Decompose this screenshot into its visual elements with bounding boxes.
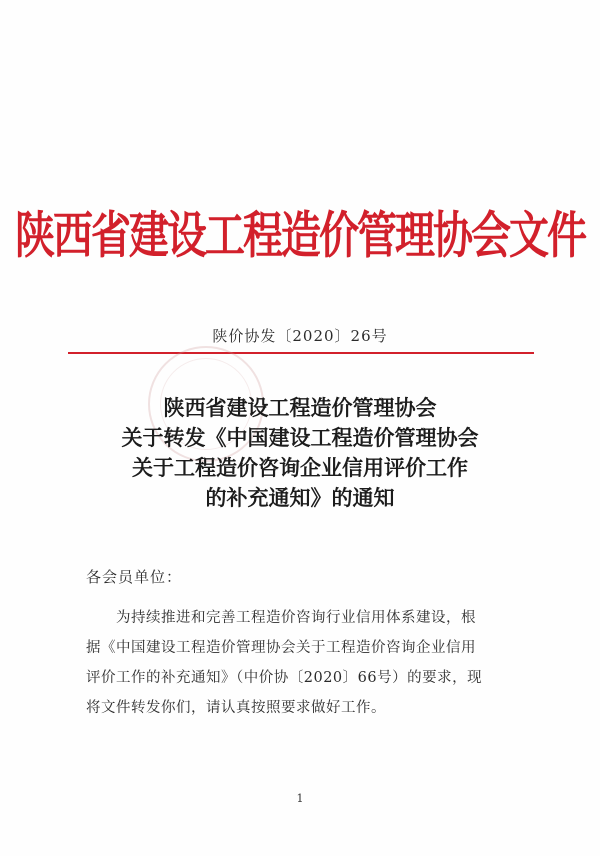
notice-title-line: 陕西省建设工程造价管理协会: [163, 396, 437, 420]
page-number: 1: [296, 792, 304, 805]
notice-title-line: 的补充通知》的通知: [205, 486, 395, 510]
red-divider-line: [68, 352, 534, 354]
body-line: 据《中国建设工程造价管理协会关于工程造价咨询企业信用: [86, 640, 476, 656]
body-line: 为持续推进和完善工程造价咨询行业信用体系建设，根: [116, 610, 476, 626]
notice-title-line: 关于工程造价咨询企业信用评价工作: [132, 456, 468, 480]
body-paragraph: [86, 603, 518, 723]
notice-title: [0, 393, 600, 513]
salutation: 各会员单位：: [86, 568, 183, 586]
body-line: 将文件转发你们，请认真按照要求做好工作。: [86, 700, 386, 716]
notice-title-line: 关于转发《中国建设工程造价管理协会: [121, 426, 479, 450]
document-header-title: 陕西省建设工程造价管理协会文件: [15, 207, 585, 265]
body-line: 评价工作的补充通知》（中价协〔2020〕66号）的要求，现: [86, 670, 483, 686]
document-number: 陕价协发〔2020〕26号: [212, 327, 388, 345]
